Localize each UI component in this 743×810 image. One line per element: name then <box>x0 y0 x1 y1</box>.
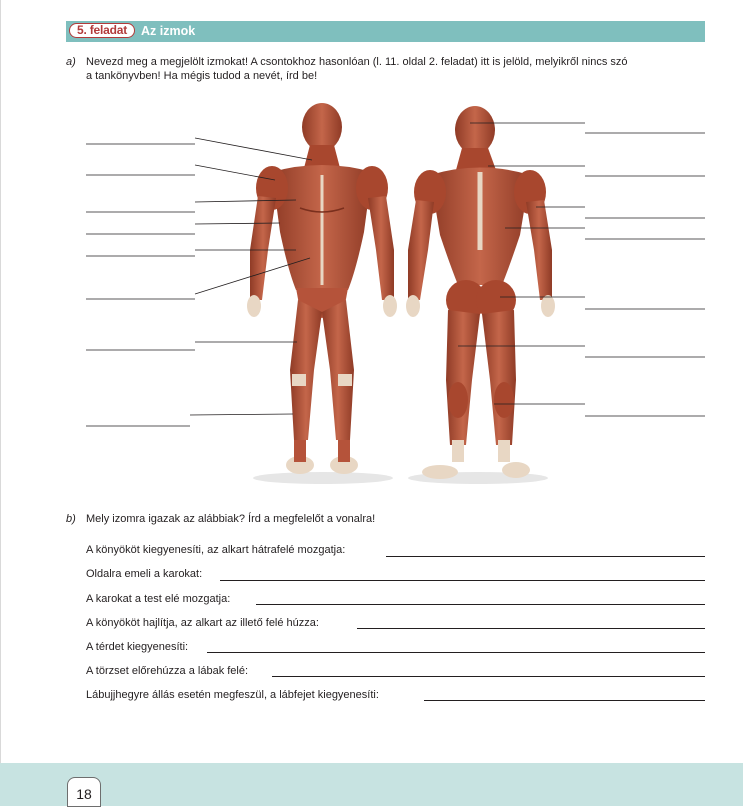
task-header <box>66 21 705 42</box>
sentence-1: A könyököt kiegyenesíti, az alkart hátrafelé mozgatja: <box>86 544 346 556</box>
sentence-4: A könyököt hajlítja, az alkart az illető felé húzza: <box>86 617 319 629</box>
answer-line-6[interactable] <box>272 676 705 677</box>
part-a-line2: a tankönyvben! Ha mégis tudod a nevét, írd be! <box>86 70 318 82</box>
sentence-7: Lábujjhegyre állás esetén megfeszül, a lábfejet kiegyenesíti: <box>86 689 379 701</box>
page-footer <box>0 763 743 806</box>
part-a-line1: Nevezd meg a megjelölt izmokat! A csontokhoz hasonlóan (l. 11. oldal 2. feladat) itt is jelöld, melyikről nincs szó <box>86 56 628 68</box>
answer-line-3[interactable] <box>256 604 705 605</box>
answer-line-4[interactable] <box>357 628 705 629</box>
task-number-badge: 5. feladat <box>69 23 135 38</box>
answer-line-7[interactable] <box>424 700 705 701</box>
answer-line-1[interactable] <box>386 556 705 557</box>
answer-line-2[interactable] <box>220 580 705 581</box>
part-b-instruction: Mely izomra igazak az alábbiak? Írd a megfelelőt a vonalra! <box>86 513 376 525</box>
part-b-marker: b) <box>66 513 76 525</box>
sentence-6: A törzset előrehúzza a lábak felé: <box>86 665 249 677</box>
part-a-marker: a) <box>66 56 76 68</box>
answer-line-5[interactable] <box>207 652 705 653</box>
anatomy-back-icon <box>406 106 555 484</box>
muscle-figure <box>0 95 743 505</box>
sentence-2: Oldalra emeli a karokat: <box>86 568 203 580</box>
page-number: 18 <box>67 777 101 807</box>
sentence-3: A karokat a test elé mozgatja: <box>86 593 231 605</box>
sentence-5: A térdet kiegyenesíti: <box>86 641 189 653</box>
task-title: Az izmok <box>141 24 196 38</box>
anatomy-front-icon <box>247 103 397 484</box>
